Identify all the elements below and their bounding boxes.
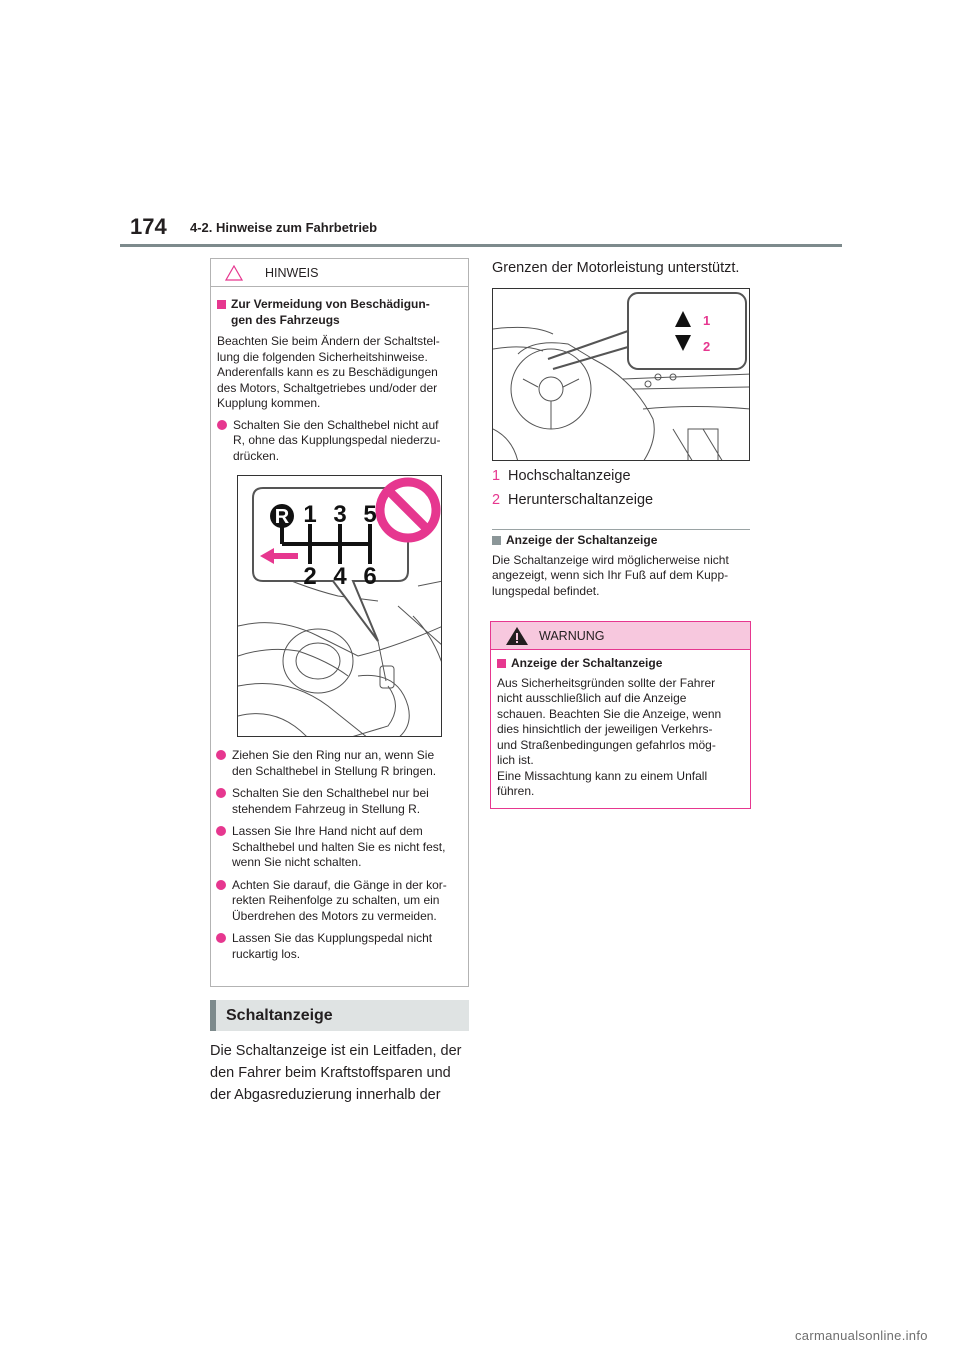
warning-icon (505, 626, 529, 646)
section-intro-continued: Grenzen der Motorleistung unterstützt. (492, 260, 740, 276)
legend-item: 2 Herunterschaltanzeige (492, 492, 654, 508)
section-reference: 4-2. Hinweise zum Fahrbetrieb (190, 220, 378, 235)
gear-shift-drawing (238, 476, 442, 737)
dashboard-drawing (493, 289, 750, 461)
square-bullet-icon (492, 536, 501, 545)
prohibition-icon (380, 482, 436, 538)
warning-text: Aus Sicherheitsgründen sollte der Fahrer nicht ausschließlich auf die Anzeige schauen. Beachten Sie die Anzeige, wenn dies hinsichtlich der jeweiligen Verkehrs- und Straßenbedingungen gefahrlos mög- lich ist. Eine Missachtung kann zu einem Unfall führen. (497, 675, 722, 798)
notice-bullet-list (216, 748, 466, 969)
page-number: 174 (130, 214, 167, 239)
warning-box (490, 621, 751, 809)
square-bullet-icon (497, 659, 506, 668)
list-item: Lassen Sie Ihre Hand nicht auf dem Schalthebel und halten Sie es nicht fest, wenn Sie nicht schalten. (216, 824, 466, 871)
info-text: Die Schaltanzeige wird möglicherweise nicht angezeigt, wenn sich Ihr Fuß auf dem Kupp- lungspedal befindet. (492, 552, 729, 598)
section-heading: Schaltanzeige (210, 1000, 469, 1031)
section-intro: Die Schaltanzeige ist ein Leitfaden, der den Fahrer beim Kraftstoffsparen und der Abgasreduzierung innerhalb der (210, 1043, 462, 1103)
list-item: Achten Sie darauf, die Gänge in der kor- rekten Reihenfolge zu schalten, um ein Überdrehen des Motors zu vermeiden. (216, 878, 466, 925)
gear-label-3: 3 (333, 501, 347, 528)
gear-label-5: 5 (363, 501, 377, 528)
divider (492, 529, 750, 530)
notice-label: HINWEIS (265, 265, 319, 280)
gear-label-1: 1 (303, 501, 317, 528)
shift-indicator-illustration (492, 288, 750, 461)
notice-bullet: Schalten Sie den Schalthebel nicht auf R, ohne das Kupplungspedal niederzu- drücken. (217, 418, 460, 465)
warning-header (491, 622, 750, 650)
callout-label-1: 1 (703, 313, 711, 328)
info-subheading: Anzeige der Schaltanzeige (492, 533, 754, 549)
notice-subheading: Zur Vermeidung von Beschädigun- gen des Fahrzeugs (217, 297, 460, 328)
list-item: Ziehen Sie den Ring nur an, wenn Sie den Schalthebel in Stellung R bringen. (216, 748, 466, 779)
bullet-dot-icon (217, 420, 227, 430)
warning-label: WARNUNG (539, 628, 605, 643)
list-item: Lassen Sie das Kupplungspedal nicht ruckartig los. (216, 931, 466, 962)
notice-paragraph: Beachten Sie beim Ändern der Schaltstel- lung die folgenden Sicherheitshinweise. Anderenfalls kann es zu Beschädigungen des Motors, Schaltgetriebes und/oder der Kupplung kommen. (217, 334, 440, 410)
callout-label-2: 2 (703, 339, 711, 354)
notice-header (211, 259, 468, 287)
bullet-dot-icon (216, 826, 226, 836)
header-rule (120, 244, 842, 247)
bullet-dot-icon (216, 788, 226, 798)
gear-label-2: 2 (303, 563, 317, 590)
gear-label-4: 4 (333, 563, 347, 590)
list-item: Schalten Sie den Schalthebel nur bei stehendem Fahrzeug in Stellung R. (216, 786, 466, 817)
legend-item: 1 Hochschaltanzeige (492, 468, 631, 484)
bullet-dot-icon (216, 880, 226, 890)
gear-shift-illustration (237, 475, 442, 737)
gear-label-6: 6 (363, 563, 377, 590)
gear-label-r: R (274, 506, 290, 528)
warning-subheading: Anzeige der Schaltanzeige (497, 656, 742, 672)
bullet-dot-icon (216, 750, 226, 760)
legend-list (492, 464, 653, 512)
info-block (492, 533, 754, 599)
watermark: carmanualsonline.info (795, 1328, 928, 1343)
bullet-dot-icon (216, 933, 226, 943)
square-bullet-icon (217, 300, 226, 309)
caution-icon (225, 265, 243, 281)
